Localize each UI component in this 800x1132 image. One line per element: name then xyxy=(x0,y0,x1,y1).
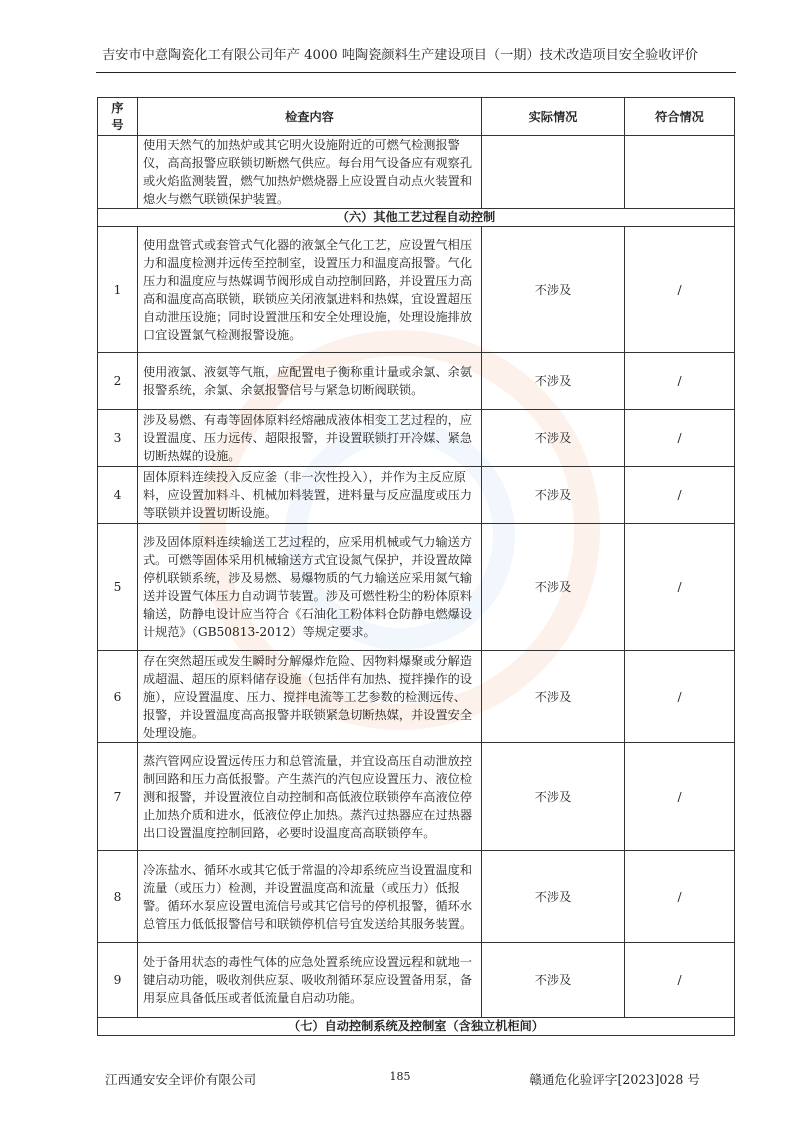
cell-actual: 不涉及 xyxy=(482,943,625,1018)
cell-compliance: / xyxy=(625,410,735,467)
footer-company: 江西通安安全评价有限公司 xyxy=(105,1072,257,1087)
table-row xyxy=(98,467,735,524)
cell-number: 3 xyxy=(98,410,138,467)
cell-number: 4 xyxy=(98,467,138,524)
header-divider xyxy=(96,72,736,73)
inspection-table xyxy=(97,97,735,1036)
section-heading-6: （六）其他工艺过程自动控制 xyxy=(98,209,735,227)
cell-actual xyxy=(482,136,625,209)
cell-content: 冷冻盐水、循环水或其它低于常温的冷却系统应当设置温度和流量（或压力）检测，并设置温度高和流量（或压力）低报警。循环水泵应设置电流信号或其它信号的停机报警，循环水总管压力低低报警信号和联锁停机信号宜发送给其服务装置。 xyxy=(138,851,482,943)
table-row xyxy=(98,410,735,467)
cell-content: 涉及易燃、有毒等固体原料经熔融成液体相变工艺过程的，应设置温度、压力远传、超限报警，并设置联锁打开冷媒、紧急切断热媒的设施。 xyxy=(138,410,482,467)
cell-number: 2 xyxy=(98,353,138,410)
cell-actual: 不涉及 xyxy=(482,353,625,410)
cell-compliance: / xyxy=(625,227,735,353)
cell-number: 9 xyxy=(98,943,138,1018)
cell-number: 7 xyxy=(98,743,138,851)
cell-content: 处于备用状态的毒性气体的应急处置系统应设置远程和就地一键启动功能，吸收剂供应泵、吸收剂循环泵应设置备用泵，备用泵应具备低压或者低流量自启动功能。 xyxy=(138,943,482,1018)
table-header-row xyxy=(98,98,735,136)
table-row xyxy=(98,524,735,651)
cell-actual: 不涉及 xyxy=(482,410,625,467)
section-row-6 xyxy=(98,209,735,227)
page-header-title: 吉安市中意陶瓷化工有限公司年产 4000 吨陶瓷颜料生产建设项目（一期）技术改造项目安全验收评价 xyxy=(102,48,698,63)
cell-content: 使用盘管式或套管式气化器的液氯全气化工艺，应设置气相压力和温度检测并远传至控制室，设置压力和温度高报警。气化压力和温度应与热媒调节阀形成自动控制回路，并设置压力高高和温度高高联锁，联锁应关闭液氯进料和热媒，宜设置超压自动泄压设施；同时设置泄压和安全处理设施，处理设施排放口宜设置氯气检测报警设施。 xyxy=(138,227,482,353)
footer-page-number: 185 xyxy=(389,1070,411,1083)
table-row-continued xyxy=(98,136,735,209)
cell-compliance: / xyxy=(625,467,735,524)
table-row xyxy=(98,943,735,1018)
cell-content: 涉及固体原料连续输送工艺过程的，应采用机械或气力输送方式。可燃等固体采用机械输送方式宜设氮气保护，并设置故障停机联锁系统，涉及易燃、易爆物质的气力输送应采用氮气输送并设置气体压力自动调节装置。涉及可燃性粉尘的粉体原料输送，防静电设计应当符合《石油化工粉体料仓防静电燃爆设计规范》（GB50813-2012）等规定要求。 xyxy=(138,524,482,651)
table-row xyxy=(98,851,735,943)
table-row xyxy=(98,353,735,410)
cell-number: 1 xyxy=(98,227,138,353)
cell-content: 存在突然超压或发生瞬时分解爆炸危险、因物料爆聚或分解造成超温、超压的原料储存设施（包括伴有加热、搅拌操作的设施），应设置温度、压力、搅拌电流等工艺参数的检测远传、报警，并设置温度高高报警并联锁紧急切断热媒，并设置安全处理设施。 xyxy=(138,651,482,743)
cell-compliance: / xyxy=(625,524,735,651)
table-row xyxy=(98,651,735,743)
cell-actual: 不涉及 xyxy=(482,651,625,743)
table-row xyxy=(98,227,735,353)
section-row-7 xyxy=(98,1018,735,1036)
cell-compliance: / xyxy=(625,743,735,851)
column-header-actual: 实际情况 xyxy=(482,98,625,136)
cell-actual: 不涉及 xyxy=(482,467,625,524)
table-row xyxy=(98,743,735,851)
cell-actual: 不涉及 xyxy=(482,524,625,651)
cell-number: 5 xyxy=(98,524,138,651)
footer-doc-number: 赣通危化验评字[2023]028 号 xyxy=(529,1072,700,1087)
cell-actual: 不涉及 xyxy=(482,227,625,353)
cell-content: 使用液氯、液氨等气瓶，应配置电子衡称重计量或余氯、余氨报警系统，余氯、余氨报警信号与紧急切断阀联锁。 xyxy=(138,353,482,410)
cell-number xyxy=(98,136,138,209)
column-header-content: 检查内容 xyxy=(138,98,482,136)
cell-content: 使用天然气的加热炉或其它明火设施附近的可燃气检测报警仪，高高报警应联锁切断燃气供应。每台用气设备应有观察孔或火焰监测装置，燃气加热炉燃烧器上应设置自动点火装置和熄火与燃气联锁保护装置。 xyxy=(138,136,482,209)
cell-compliance: / xyxy=(625,943,735,1018)
cell-compliance: / xyxy=(625,851,735,943)
cell-actual: 不涉及 xyxy=(482,743,625,851)
cell-compliance: / xyxy=(625,651,735,743)
cell-content: 蒸汽管网应设置远传压力和总管流量，并宜设高压自动泄放控制回路和压力高低报警。产生蒸汽的汽包应设置压力、液位检测和报警，并设置液位自动控制和高低液位联锁停车高液位停止加热介质和进水，低液位停止加热。蒸汽过热器应在过热器出口设置温度控制回路，必要时设温度高高联锁停车。 xyxy=(138,743,482,851)
cell-compliance: / xyxy=(625,353,735,410)
column-header-compliance: 符合情况 xyxy=(625,98,735,136)
column-header-number: 序 号 xyxy=(98,98,138,136)
cell-content: 固体原料连续投入反应釜（非一次性投入），并作为主反应原料，应设置加料斗、机械加料装置，进料量与反应温度或压力等联锁并设置切断设施。 xyxy=(138,467,482,524)
cell-number: 8 xyxy=(98,851,138,943)
section-heading-7: （七）自动控制系统及控制室（含独立机柜间） xyxy=(98,1018,735,1036)
cell-actual: 不涉及 xyxy=(482,851,625,943)
cell-compliance xyxy=(625,136,735,209)
cell-number: 6 xyxy=(98,651,138,743)
